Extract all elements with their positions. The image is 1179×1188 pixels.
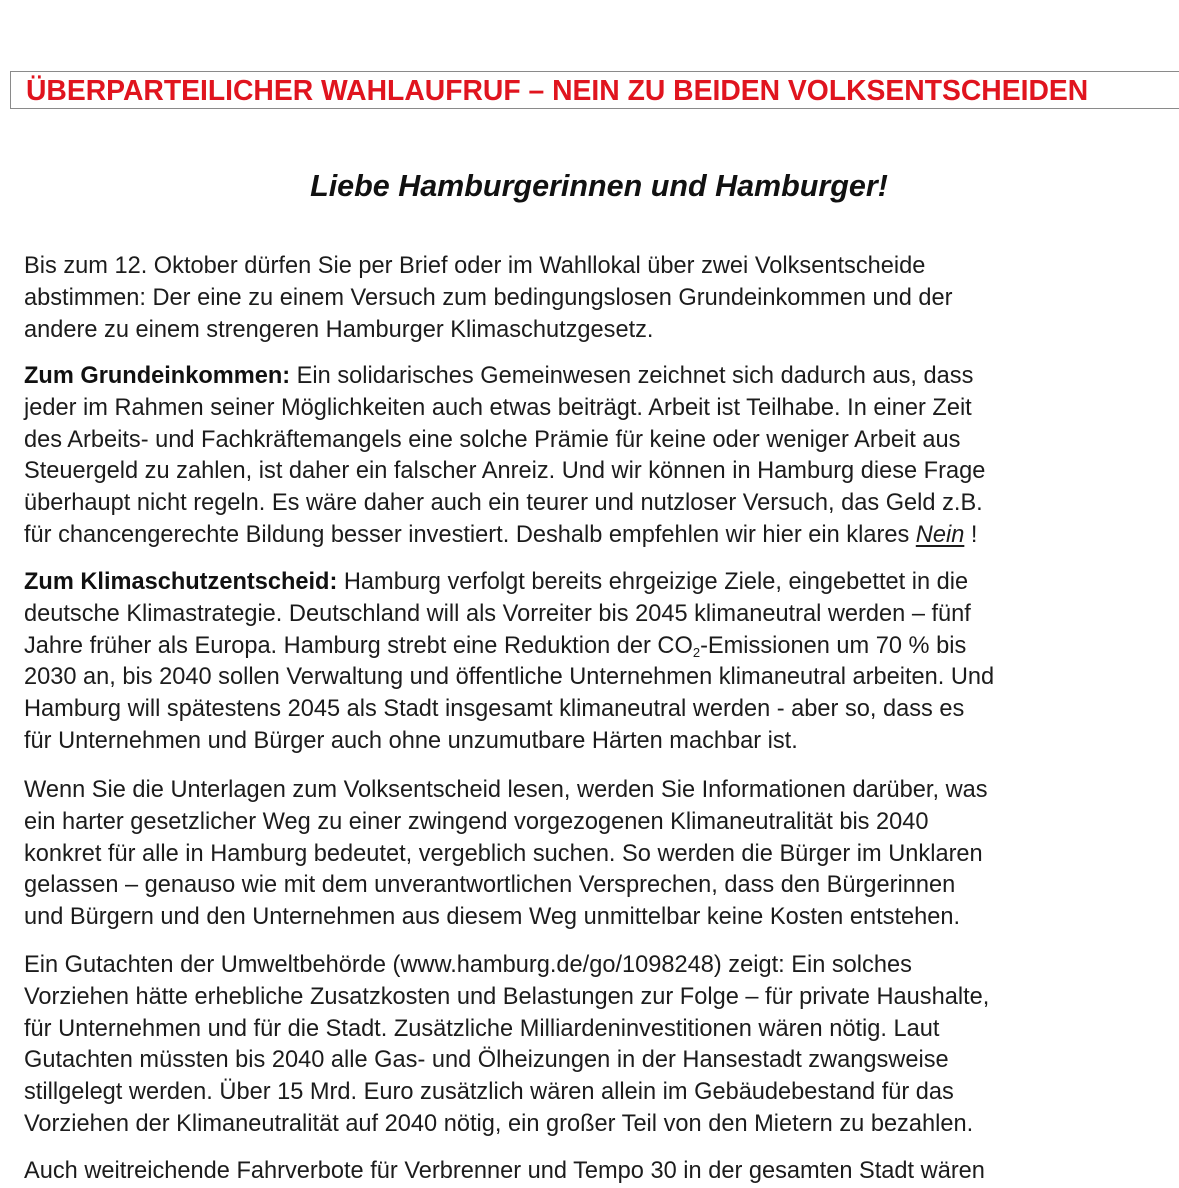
text-line: deutsche Klimastrategie. Deutschland will als Vorreiter bis 2045 klimaneutral werden – fünf: [24, 600, 971, 627]
text-line: Wenn Sie die Unterlagen zum Volksentscheid lesen, werden Sie Informationen darüber, was: [24, 777, 988, 803]
text-line: Gutachten müssten bis 2040 alle Gas- und Ölheizungen in der Hansestadt zwangsweise: [24, 1047, 949, 1074]
text-line: Vorziehen der Klimaneutralität auf 2040 nötig, ein großer Teil von den Mietern zu bezahlen.: [24, 1110, 974, 1137]
text-line: für Unternehmen und Bürger auch ohne unzumutbare Härten machbar ist.: [24, 727, 798, 754]
text-line: des Arbeits- und Fachkräftemangels eine solche Prämie für keine oder weniger Arbeit aus: [24, 426, 961, 453]
paragraph-gutachten: [24, 950, 989, 1141]
text-fragment: !: [964, 521, 978, 548]
text-line: andere zu einem strengeren Hamburger Klimaschutzgesetz.: [24, 316, 654, 343]
text-line: und Bürgern und den Unternehmen aus diesem Weg unmittelbar keine Kosten entstehen.: [24, 904, 961, 931]
text-line: 2030 an, bis 2040 sollen Verwaltung und öffentliche Unternehmen klimaneutral arbeiten. Und: [24, 664, 995, 691]
headline-text: ÜBERPARTEILICHER WAHLAUFRUF – NEIN ZU BEIDEN VOLKSENTSCHEIDEN: [26, 74, 1089, 106]
text-line: jeder im Rahmen seiner Möglichkeiten auch etwas beiträgt. Arbeit ist Teilhabe. In einer Zeit: [24, 394, 972, 421]
text-line: [24, 631, 994, 663]
paragraph-fahrverbote: [24, 1156, 985, 1188]
text-fragment: Jahre früher als Europa. Hamburg strebt eine Reduktion der CO: [24, 632, 693, 659]
text-line: Auch weitreichende Fahrverbote für Verbrenner und Tempo 30 in der gesamten Stadt wären: [24, 1158, 985, 1184]
text-line: Ein Gutachten der Umweltbehörde (www.hamburg.de/go/1098248) zeigt: Ein solches: [24, 952, 912, 978]
text-line: Vorziehen hätte erhebliche Zusatzkosten und Belastungen zur Folge – für private Haushalte,: [24, 983, 990, 1010]
text-fragment: Hamburg verfolgt bereits ehrgeizige Ziele, eingebettet in die: [337, 569, 969, 595]
text-line: Steuergeld zu zahlen, ist daher ein falscher Anreiz. Und wir können in Hamburg diese Frage: [24, 458, 986, 485]
text-line: Hamburg will spätestens 2045 als Stadt insgesamt klimaneutral werden - aber so, dass es: [24, 696, 965, 723]
text-fragment: -Emissionen um 70 % bis: [700, 632, 967, 659]
text-line: ein harter gesetzlicher Weg zu einer zwingend vorgezogenen Klimaneutralität bis 2040: [24, 808, 929, 835]
subscript-2: 2: [692, 644, 701, 660]
text-line: für Unternehmen und für die Stadt. Zusätzliche Milliardeninvestitionen wären nötig. Laut: [24, 1015, 940, 1042]
text-fragment: für chancengerechte Bildung besser investiert. Deshalb empfehlen wir hier ein klares: [24, 521, 916, 548]
text-line: gelassen – genauso wie mit dem unverantwortlichen Versprechen, dass den Bürgerinnen: [24, 872, 956, 899]
text-fragment: Ein solidarisches Gemeinwesen zeichnet sich dadurch aus, dass: [290, 363, 974, 389]
text-line: [24, 520, 985, 552]
text-line: konkret für alle in Hamburg bedeutet, vergeblich suchen. So werden die Bürger im Unklaren: [24, 840, 983, 867]
paragraph-unterlagen: [24, 775, 988, 934]
section-heading: Zum Grundeinkommen:: [24, 363, 291, 389]
text-line: [24, 567, 994, 599]
headline-banner: [10, 71, 1179, 109]
paragraph-intro: [24, 251, 953, 346]
text-line: Bis zum 12. Oktober dürfen Sie per Brief oder im Wahllokal über zwei Volksentscheide: [24, 253, 926, 279]
section-heading: Zum Klimaschutzentscheid:: [24, 569, 338, 595]
text-line: abstimmen: Der eine zu einem Versuch zum bedingungslosen Grundeinkommen und der: [24, 284, 953, 311]
paragraph-grundeinkommen: [24, 361, 985, 552]
emphasis-nein: Nein: [915, 521, 965, 548]
text-line: überhaupt nicht regeln. Es wäre daher auch ein teurer und nutzloser Versuch, das Geld z.B.: [24, 490, 983, 517]
text-line: stillgelegt werden. Über 15 Mrd. Euro zusätzlich wären allein im Gebäudebestand für das: [24, 1079, 954, 1106]
text-line: [24, 361, 985, 393]
salutation-title: Liebe Hamburgerinnen und Hamburger!: [310, 169, 888, 203]
paragraph-klimaschutz: [24, 567, 994, 758]
